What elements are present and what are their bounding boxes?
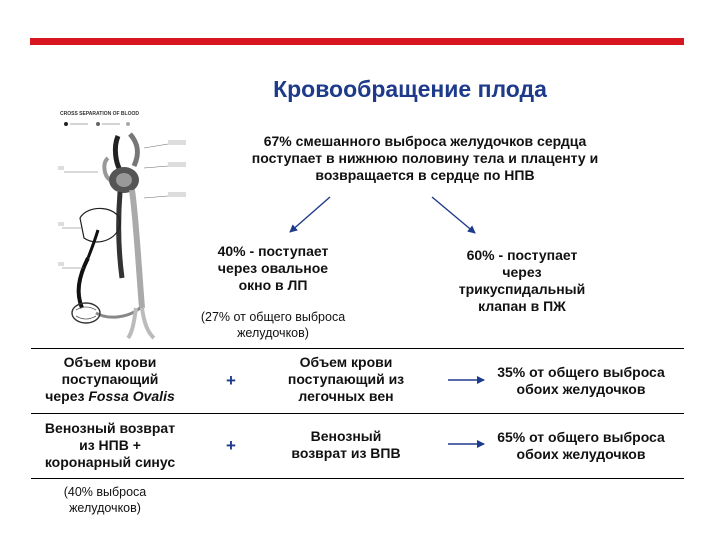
left-branch-note-line: (27% от общего выброса [200,310,346,324]
bottom-note-line: (40% выброса [63,485,147,499]
row1-middle-line: Объем крови [299,354,393,370]
row1-result-line: 35% от общего выброса [497,364,665,380]
top-note-line: поступает в нижнюю половину тела и плаценту и [251,150,599,166]
row1-left-line [20,388,200,405]
row1-plus: + [226,371,236,390]
top-note-line: возвращается в сердце по НПВ [315,167,535,183]
left-branch-line: через овальное [217,260,329,276]
right-branch-line: через [502,264,542,280]
row2-result-cell [486,429,676,463]
diagram-title: CROSS SEPARATION OF BLOOD [60,111,139,117]
left-branch-line: 40% - поступает [217,243,329,259]
right-branch-line: 60% - поступает [466,247,578,263]
row1-middle-cell [268,354,424,405]
row2-middle-line: возврат из ВПВ [291,445,401,461]
row2-plus: + [226,436,236,455]
row1-middle-line: легочных вен [298,388,394,404]
page-title: Кровообращение плода [273,76,547,102]
left-branch-line: окно в ЛП [238,277,308,293]
row2-result-line: 65% от общего выброса [497,429,665,445]
row2-middle-cell [268,428,424,462]
row1-left-line: Объем крови [63,354,157,370]
row2-middle-line: Венозный [310,428,382,444]
row1-result-line: обоих желудочков [516,381,646,397]
row-divider-middle [31,413,684,414]
arrow-to-right-branch [432,197,475,233]
top-note-line: 67% смешанного выброса желудочков сердца [263,133,587,149]
row1-left-prefix: через [45,388,89,404]
row2-left-line: коронарный синус [44,454,176,470]
row1-left-cell [20,354,200,405]
row1-left-line: поступающий [61,371,159,387]
row1-middle-line: поступающий из [287,371,405,387]
right-branch-line: трикуспидальный [458,281,586,297]
arrow-to-left-branch [290,197,330,232]
bottom-note-line: желудочков) [69,501,141,515]
row2-left-line: из НПВ + [79,437,141,453]
row1-result-cell [486,364,676,398]
fetal-circulation-drawing [58,108,188,340]
row1-left-italic: Fossa Ovalis [88,388,175,404]
bottom-note [30,484,180,516]
right-branch-line: клапан в ПЖ [478,298,566,314]
row2-result-line: обоих желудочков [516,446,646,462]
row2-left-line: Венозный возврат [44,420,176,436]
left-branch-note-line: желудочков) [237,326,309,340]
row-divider-top [31,348,684,349]
row2-left-cell [20,420,200,471]
row-divider-bottom [31,478,684,479]
fetal-circulation-diagram [58,108,188,340]
